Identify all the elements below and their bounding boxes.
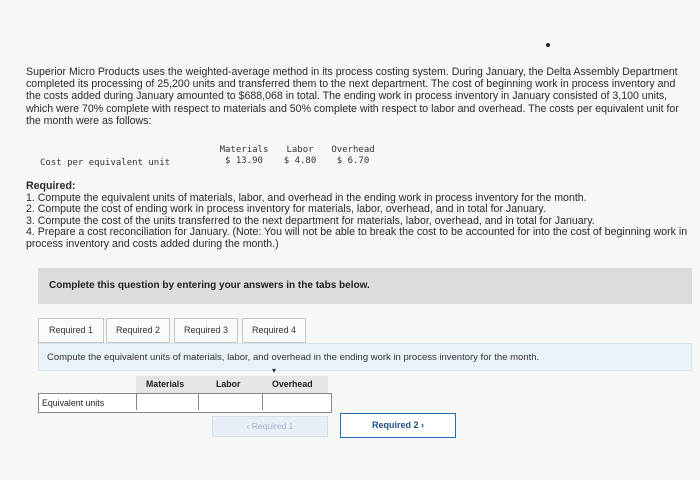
tab-required-1[interactable]: Required 1	[38, 318, 104, 343]
cost-header-overhead: Overhead	[331, 145, 375, 155]
dot-marker	[546, 43, 550, 47]
answer-header-labor: Labor	[216, 379, 241, 389]
tab-required-3[interactable]: Required 3	[174, 318, 238, 343]
cost-row-label: Cost per equivalent unit	[40, 158, 171, 168]
answer-row-label: Equivalent units	[42, 398, 105, 408]
labor-input[interactable]	[198, 394, 262, 410]
answer-table-header	[136, 376, 328, 393]
instruction-box	[38, 268, 692, 304]
required-title: Required:	[26, 180, 76, 192]
required-item-1: 1. Compute the equivalent units of materials, labor, and overhead in the ending work in process inventory for the month.	[26, 191, 587, 204]
chevron-left-icon: ‹	[246, 421, 252, 431]
cost-value-labor: $ 4.80	[283, 156, 317, 166]
tab-required-4[interactable]: Required 4	[242, 318, 306, 343]
cost-value-materials: $ 13.90	[225, 156, 263, 166]
overhead-input[interactable]	[262, 394, 330, 410]
question-prompt: Compute the equivalent units of materials, labor, and overhead in the ending work in process inventory for the month.	[47, 352, 540, 363]
required-section	[26, 181, 694, 251]
cursor-icon: ▾	[272, 366, 277, 375]
answer-row-equivalent-units	[38, 393, 332, 413]
cost-value-overhead: $ 6.70	[336, 156, 370, 166]
next-button-label: Required 2	[371, 420, 419, 430]
tab-required-2[interactable]: Required 2	[106, 318, 170, 343]
cost-header-materials: Materials	[219, 145, 269, 155]
required-item-4: 4. Prepare a cost reconciliation for January. (Note: You will not be able to break the cost to be accounted for into the cost of beginning work in process inventory and costs added during the month.)	[26, 226, 688, 250]
problem-intro: Superior Micro Products uses the weighted-average method in its process costing system. During January, the Delta Assembly Department completed its processing of 25,200 units and transferred them to the next department. The cost of beginning work in process inventory and the costs added during January amounted to $688,068 in total. The ending work in process inventory in January consisted of 3,100 units, which were 70% complete with respect to materials and 50% complete with respect to labor and overhead. The costs per equivalent unit for the month were as follows:	[26, 66, 679, 127]
cost-per-unit-table	[40, 145, 400, 175]
cost-col-overhead	[328, 145, 378, 166]
required-item-2: 2. Compute the cost of ending work in process inventory for materials, labor, overhead, and in total for January.	[26, 203, 546, 216]
cost-header-labor: Labor	[286, 145, 314, 155]
prev-button-label: Required 1	[251, 421, 294, 431]
prev-button[interactable]	[212, 416, 328, 437]
answer-header-overhead: Overhead	[272, 379, 313, 389]
materials-input[interactable]	[136, 394, 198, 410]
next-button[interactable]	[340, 413, 456, 438]
instruction-text: Complete this question by entering your answers in the tabs below.	[49, 280, 370, 291]
question-band	[38, 343, 692, 371]
chevron-right-icon: ›	[418, 420, 424, 430]
answer-header-materials: Materials	[146, 379, 185, 389]
cost-col-materials	[214, 145, 274, 166]
cost-col-labor	[280, 145, 320, 166]
required-item-3: 3. Compute the cost of the units transferred to the next department for materials, labor, overhead, and in total for January.	[26, 214, 595, 227]
